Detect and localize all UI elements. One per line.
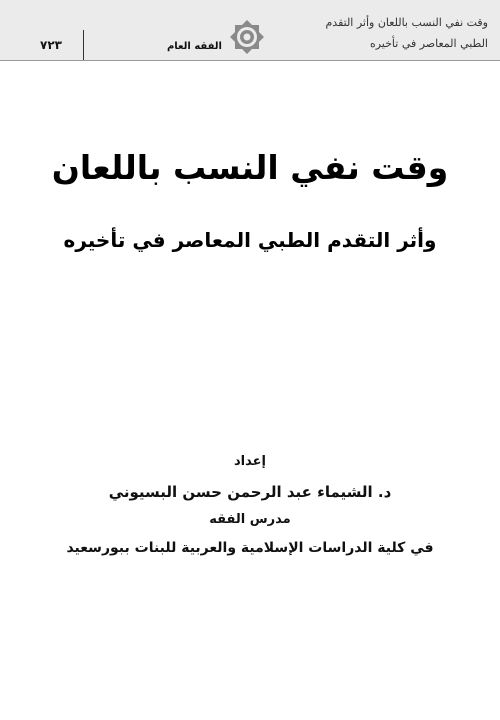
author-affiliation: في كلية الدراسات الإسلامية والعربية للبنات ببورسعيد <box>66 540 434 556</box>
ornamental-star-emblem-icon <box>224 14 270 60</box>
header-divider <box>83 30 84 60</box>
running-title-line1: وقت نفي النسب باللعان وأثر التقدم <box>325 16 488 29</box>
running-title <box>278 12 488 54</box>
running-title-line2: الطبي المعاصر في تأخيره <box>369 37 488 50</box>
subtitle: وأثر التقدم الطبي المعاصر في تأخيره <box>63 228 437 252</box>
header-rule <box>0 60 500 61</box>
page-number: ٧٢٣ <box>40 38 62 52</box>
author-name: د. الشيماء عبد الرحمن حسن البسيوني <box>108 483 392 501</box>
main-title: وقت نفي النسب باللعان <box>51 148 449 187</box>
author-position: مدرس الفقه <box>209 512 291 527</box>
section-name: الفقه العام <box>166 41 222 52</box>
prepared-by-label: إعداد <box>234 454 266 469</box>
